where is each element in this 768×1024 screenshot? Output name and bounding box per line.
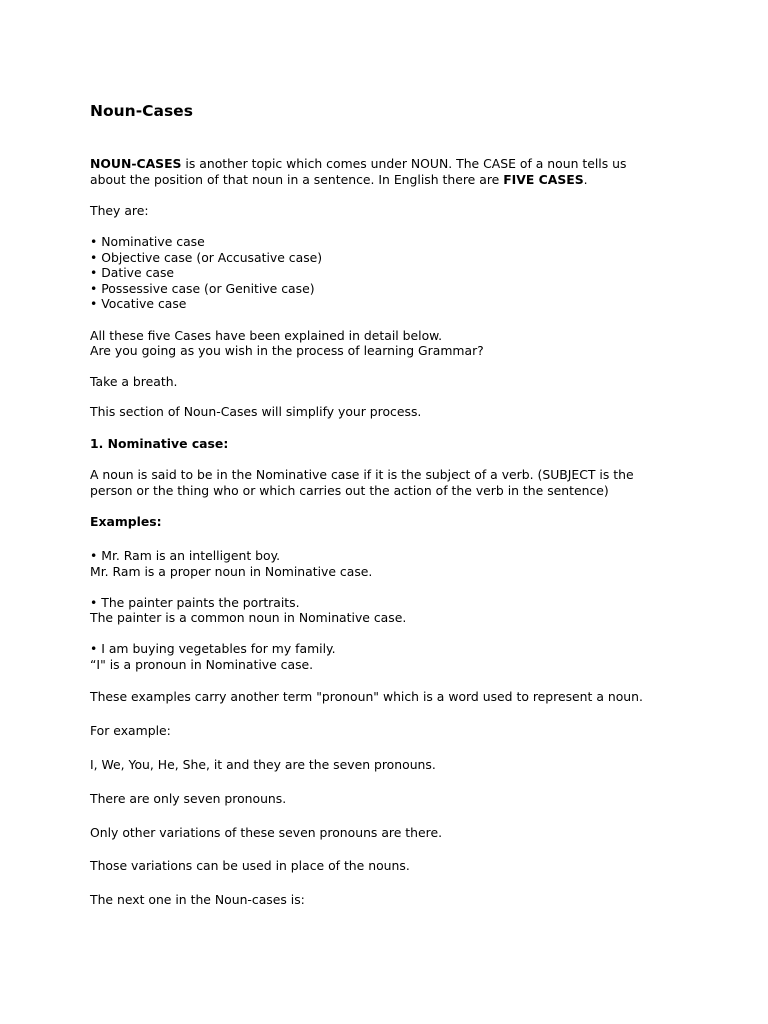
- example-explanation: The painter is a common noun in Nominative case.: [90, 610, 407, 625]
- intro-line-2-text: about the position of that noun in a sentence. In English there are: [90, 172, 504, 187]
- example-sentence: • I am buying vegetables for my family.: [90, 641, 336, 656]
- intro-line-1: [90, 156, 626, 172]
- intro-line-1-text: is another topic which comes under NOUN. The CASE of a noun tells us: [181, 156, 627, 171]
- intro-bold-term: NOUN-CASES: [90, 156, 182, 171]
- examples-heading: Examples:: [90, 514, 162, 529]
- used-in-place-text: Those variations can be used in place of the nouns.: [90, 858, 410, 873]
- page-title: Noun-Cases: [90, 102, 193, 120]
- simplify-text: This section of Noun-Cases will simplify your process.: [90, 404, 422, 419]
- they-are-text: They are:: [90, 203, 149, 218]
- example-explanation: “I" is a pronoun in Nominative case.: [90, 657, 314, 672]
- example-sentence: • Mr. Ram is an intelligent boy.: [90, 548, 281, 563]
- seven-pronouns-text: I, We, You, He, She, it and they are the seven pronouns.: [90, 757, 436, 772]
- only-seven-text: There are only seven pronouns.: [90, 791, 287, 806]
- definition-line-1: A noun is said to be in the Nominative case if it is the subject of a verb. (SUBJECT is the: [90, 467, 634, 482]
- explained-text-1: All these five Cases have been explained in detail below.: [90, 328, 443, 343]
- list-item-objective: • Objective case (or Accusative case): [90, 250, 323, 265]
- pronoun-note: These examples carry another term "pronoun" which is a word used to represent a noun.: [90, 689, 643, 704]
- list-item-possessive: • Possessive case (or Genitive case): [90, 281, 315, 296]
- explained-text-2: Are you going as you wish in the process of learning Grammar?: [90, 343, 484, 358]
- section-heading-nominative: 1. Nominative case:: [90, 436, 229, 451]
- intro-line-2-end: .: [583, 172, 588, 187]
- definition-line-2: person or the thing who or which carries out the action of the verb in the sentence): [90, 483, 609, 498]
- list-item-vocative: • Vocative case: [90, 296, 187, 311]
- list-item-nominative: • Nominative case: [90, 234, 205, 249]
- list-item-dative: • Dative case: [90, 265, 175, 280]
- intro-line-2: [90, 172, 588, 188]
- example-explanation: Mr. Ram is a proper noun in Nominative case.: [90, 564, 373, 579]
- next-one-text: The next one in the Noun-cases is:: [90, 892, 305, 907]
- take-breath-text: Take a breath.: [90, 374, 178, 389]
- variations-text: Only other variations of these seven pronouns are there.: [90, 825, 443, 840]
- example-sentence: • The painter paints the portraits.: [90, 595, 300, 610]
- five-cases-bold: FIVE CASES: [503, 172, 584, 187]
- for-example-text: For example:: [90, 723, 171, 738]
